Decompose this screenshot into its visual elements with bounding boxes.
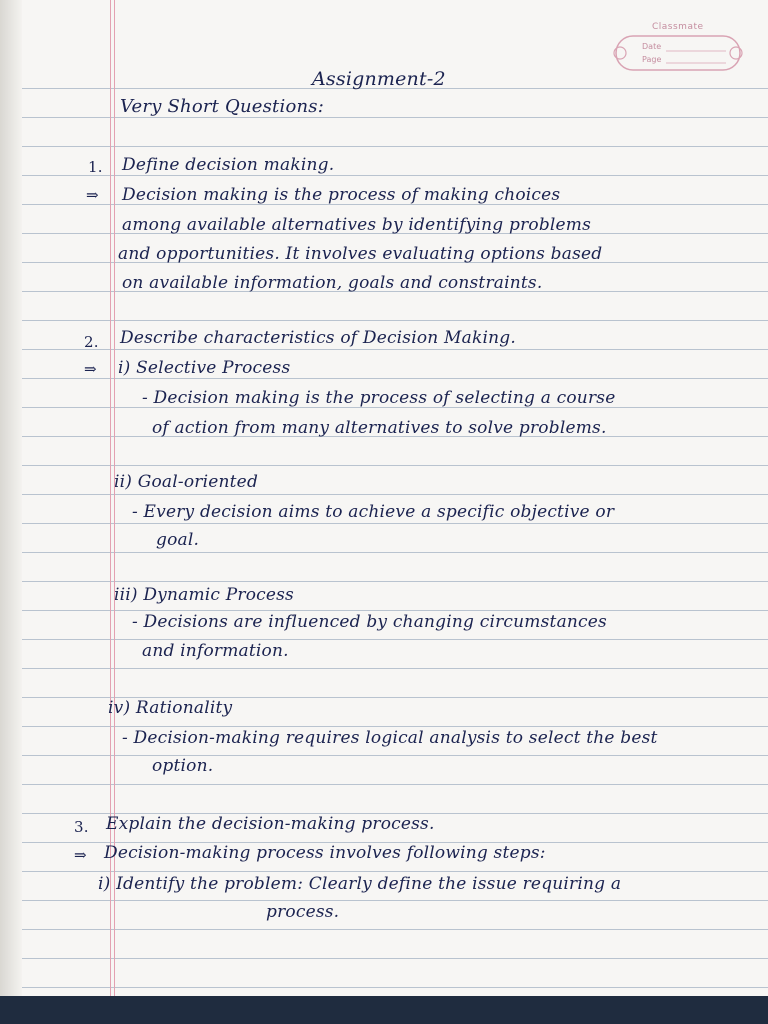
- brand-logo: Classmate: [652, 22, 704, 32]
- q2-item-line: and information.: [142, 641, 289, 661]
- q2-item-heading: iii) Dynamic Process: [114, 585, 294, 605]
- q2-item-line: goal.: [156, 530, 200, 550]
- date-label: Date: [642, 42, 662, 51]
- q2-arrow-icon: ⇒: [84, 360, 97, 378]
- q3-question: Explain the decision-making process.: [106, 814, 435, 834]
- q1-answer-line: and opportunities. It involves evaluating options based: [118, 244, 603, 264]
- q2-item-heading: ii) Goal-oriented: [114, 472, 259, 492]
- q2-item-line: option.: [152, 756, 214, 776]
- q2-item-heading: i) Selective Process: [118, 358, 291, 378]
- q1-answer-line: Decision making is the process of making choices: [122, 185, 561, 205]
- q1-answer-line: on available information, goals and constraints.: [122, 273, 543, 293]
- section-heading: Very Short Questions:: [120, 96, 324, 117]
- q1-question: Define decision making.: [122, 155, 335, 175]
- page-edge: [0, 0, 22, 1000]
- q2-question: Describe characteristics of Decision Making.: [120, 328, 516, 348]
- page-label: Page: [642, 55, 662, 64]
- q2-item-line: - Decision-making requires logical analysis to select the best: [122, 728, 658, 748]
- q2-item-line: of action from many alternatives to solve problems.: [152, 418, 607, 438]
- date-page-box: [608, 30, 748, 76]
- q3-step-line: i) Identify the problem: Clearly define the issue requiring a: [98, 874, 622, 894]
- q3-arrow-icon: ⇒: [74, 846, 87, 864]
- q3-step-line: process.: [266, 902, 340, 922]
- q1-number: 1.: [88, 158, 103, 176]
- q2-item-line: - Decisions are influenced by changing circumstances: [132, 612, 607, 632]
- background-surface: [0, 996, 768, 1024]
- q3-intro: Decision-making process involves following steps:: [104, 843, 546, 863]
- q2-number: 2.: [84, 333, 99, 351]
- q1-arrow-icon: ⇒: [86, 186, 99, 204]
- q2-item-line: - Every decision aims to achieve a specific objective or: [132, 502, 615, 522]
- q3-number: 3.: [74, 818, 89, 836]
- q2-item-heading: iv) Rationality: [108, 698, 233, 718]
- q2-item-line: - Decision making is the process of selecting a course: [142, 388, 616, 408]
- page-title: Assignment-2: [312, 68, 446, 90]
- q1-answer-line: among available alternatives by identifying problems: [122, 215, 592, 235]
- date-page-frame-icon: [608, 30, 748, 76]
